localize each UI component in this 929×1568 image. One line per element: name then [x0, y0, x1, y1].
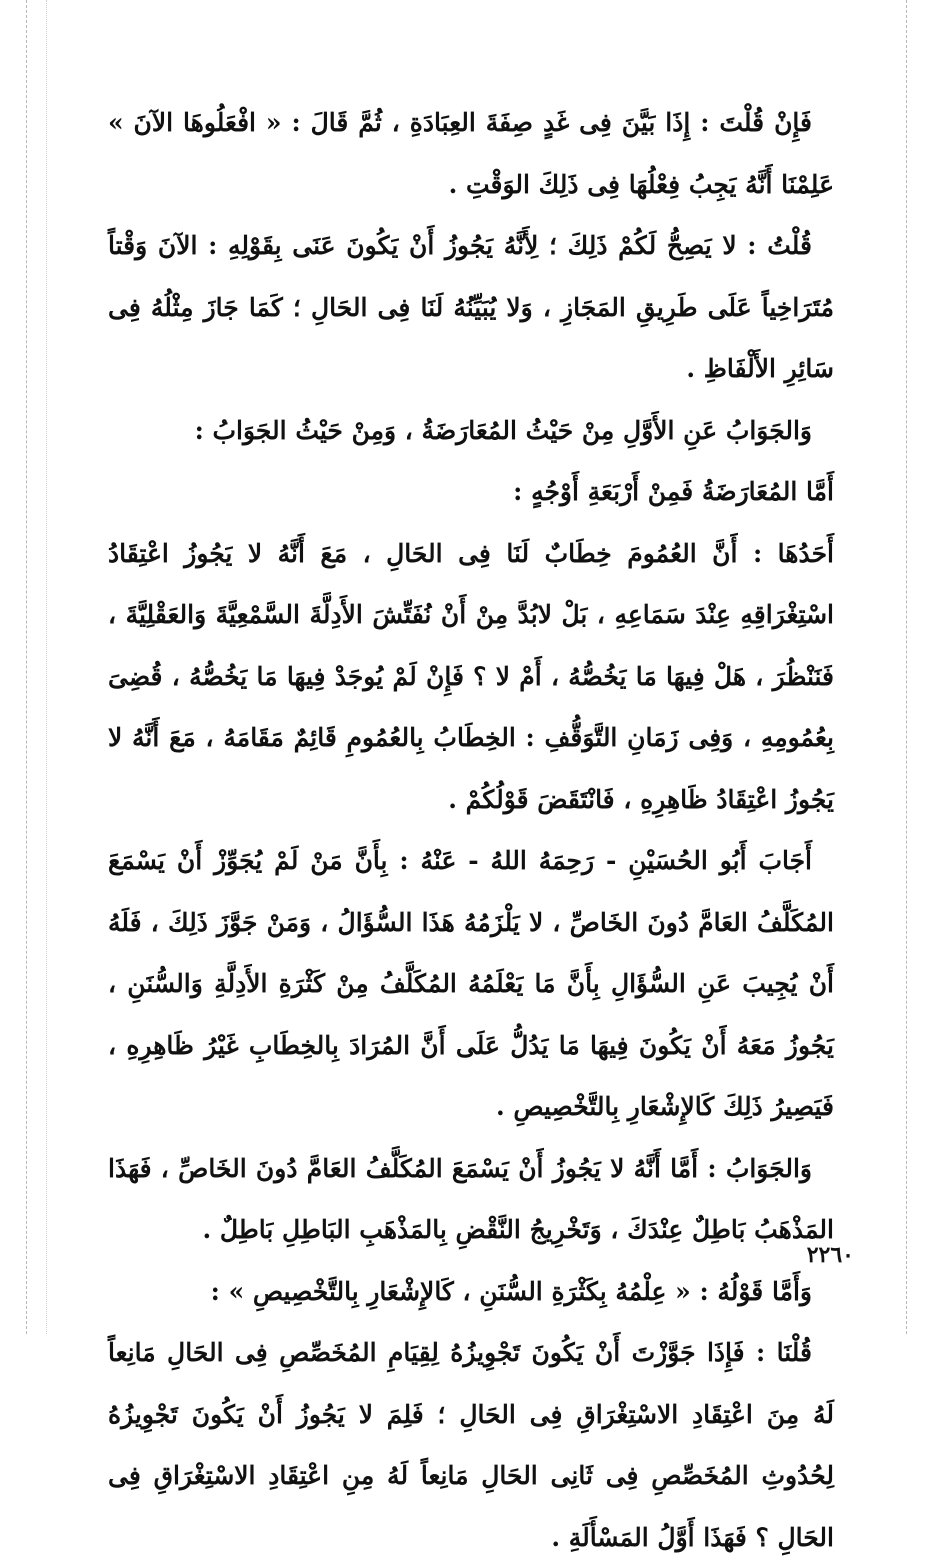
paragraph-abu-al-husayn: أَجَابَ أَبُو الحُسَيْنِ - رَحِمَهُ اللهُ - عَنْهُ : بِأَنَّ مَنْ لَمْ يُجَوِّزْ أَنْ يَسْمَعَ المُكَلَّفُ العَامَّ دُونَ الخَاصِّ ، لا يَلْزَمُهُ هَذَا السُّؤَالُ ، وَمَنْ جَوَّزَ ذَلِكَ ، فَلَهُ أَنْ يُجِيبَ عَنِ السُّؤَالِ بِأَنَّ مَا يَعْلَمُهُ المُكَلَّفُ مِنْ كَثْرَةِ الأَدِلَّةِ وَالسُّنَنِ ، يَجُوزُ مَعَهُ أَنْ يَكُونَ فِيهَا مَا يَدُلُّ عَلَى أَنَّ المُرَادَ بِالخِطَابِ غَيْرُ ظَاهِرِهِ ، فَيَصِيرُ ذَلِكَ كَالإِشْعَارِ بِالتَّخْصِيصِ .	[108, 846, 834, 1121]
paragraph-response: وَالجَوَابُ : أَمَّا أَنَّهُ لا يَجُوزُ أَنْ يَسْمَعَ المُكَلَّفُ العَامَّ دُونَ الخَاصِّ ، فَهَذَا المَذْهَبُ بَاطِلٌ عِنْدَكَ ، وَتَخْرِيجُ النَّقْضِ بِالمَذْهَبِ البَاطِلِ بَاطِلٌ .	[108, 1153, 834, 1244]
scan-fold-line	[26, 0, 27, 1334]
paragraph-reply: قُلْتُ : لا يَصِحُّ لَكُمْ ذَلِكَ ؛ لِأَنَّهُ يَجُوزُ أَنْ يَكُونَ عَنَى بِقَوْلِهِ : الآنَ وَقْتاً مُتَرَاخِياً عَلَى طَرِيقِ المَجَازِ ، وَلا يُبَيِّنُهُ لَنَا فِى الحَالِ ؛ كَمَا جَازَ مِثْلُهُ فِى سَائِرِ الأَلْفَاظِ .	[108, 231, 834, 383]
paragraph-counter-heading: أَمَّا المُعَارَضَةُ فَمِنْ أَرْبَعَةِ أَوْجُهٍ :	[513, 477, 834, 506]
scan-fold-line	[46, 0, 47, 1334]
body-text	[108, 92, 834, 1568]
paragraph-objection: فَإِنْ قُلْتَ : إِذَا بَيَّنَ فِى غَدٍ صِفَةَ العِبَادَةِ ، ثُمَّ قَالَ : « افْعَلُوهَا الآنَ » عَلِمْنَا أَنَّهُ يَجِبُ فِعْلُهَا فِى ذَلِكَ الوَقْتِ .	[108, 108, 834, 199]
paragraph-first-aspect: أَحَدُهَا : أَنَّ العُمُومَ خِطَابٌ لَنَا فِى الحَالِ ، مَعَ أَنَّهُ لا يَجُوزُ اعْتِقَادُ اسْتِغْرَاقِهِ عِنْدَ سَمَاعِهِ ، بَلْ لابُدَّ مِنْ أَنْ نُفَتِّشَ الأَدِلَّةَ السَّمْعِيَّةَ وَالعَقْلِيَّةَ ، فَنَنْظُرَ ، هَلْ فِيهَا مَا يَخُصُّهُ ، أَمْ لا ؟ فَإِنْ لَمْ يُوجَدْ فِيهَا مَا يَخُصُّهُ ، قُضِىَ بِعُمُومِهِ ، وَفِى زَمَانِ التَّوَقُّفِ : الخِطَابُ بِالعُمُومِ قَائِمٌ مَقَامَهُ ، مَعَ أَنَّهُ لا يَجُوزُ اعْتِقَادُ ظَاهِرِهِ ، فَانْتَقَضَ قَوْلُكُمْ .	[108, 538, 834, 814]
paragraph-quote: وَأَمَّا قَوْلُهُ : « عِلْمُهُ بِكَثْرَةِ السُّنَنِ ، كَالإِشْعَارِ بِالتَّخْصِيصِ » :	[210, 1276, 812, 1306]
scan-fold-line	[906, 0, 907, 1334]
paragraph-conclusion: قُلْنَا : فَإِذَا جَوَّزْتَ أَنْ يَكُونَ تَجْوِيزُهُ لِقِيَامِ المُخَصِّصِ فِى الحَالِ مَانِعاً لَهُ مِنَ اعْتِقَادِ الاسْتِغْرَاقِ فِى الحَالِ ؛ فَلِمَ لا يَجُوزُ أَنْ يَكُونَ تَجْوِيزُهُ لِحُدُوثِ المُخَصِّصِ فِى ثَانِى الحَالِ مَانِعاً لَهُ مِنِ اعْتِقَادِ الاسْتِغْرَاقِ فِى الحَالِ ؟ فَهَذَا أَوَّلُ المَسْأَلَةِ .	[108, 1338, 834, 1552]
page-number: ٢٢٦٠	[806, 1242, 854, 1268]
paragraph-answer-intro: وَالجَوَابُ عَنِ الأَوَّلِ مِنْ حَيْثُ المُعَارَضَةُ ، وَمِنْ حَيْثُ الجَوَابُ :	[194, 415, 812, 445]
